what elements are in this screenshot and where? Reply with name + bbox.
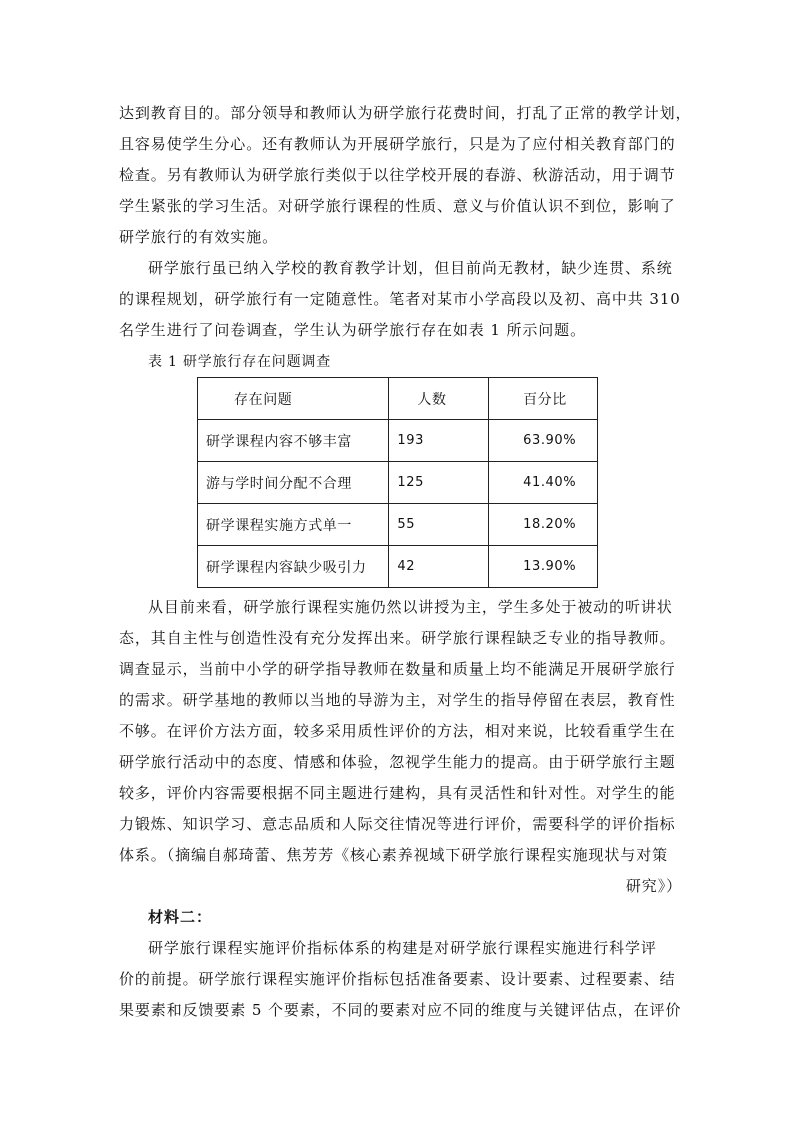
text-line: 检查。另有教师认为研学旅行类似于以往学校开展的春游、秋游活动，用于调节 xyxy=(119,166,676,184)
text-line: 研学旅行虽已纳入学校的教育教学计划，但目前尚无教材，缺少连贯、系统 xyxy=(148,259,673,277)
cell-count: 125 xyxy=(389,462,489,504)
header-problem: 存在问题 xyxy=(198,378,389,420)
table-row xyxy=(198,420,598,462)
cell-percent: 63.90% xyxy=(489,420,598,462)
text-line: 体系。（摘编自郝琦蕾、焦芳芳《核心素养视域下研学旅行课程实施现状与对策 xyxy=(119,846,669,864)
table-header-row xyxy=(198,378,598,420)
cell-count: 42 xyxy=(389,546,489,588)
text-line: 研学旅行活动中的态度、情感和体验，忽视学生能力的提高。由于研学旅行主题 xyxy=(119,753,676,771)
cell-percent: 18.20% xyxy=(489,504,598,546)
text-line: 从目前来看，研学旅行课程实施仍然以讲授为主，学生多处于被动的听讲状 xyxy=(148,598,673,616)
text-line: 学生紧张的学习生活。对研学旅行课程的性质、意义与价值认识不到位，影响了 xyxy=(119,197,676,215)
text-line: 且容易使学生分心。还有教师认为开展研学旅行，只是为了应付相关教育部门的 xyxy=(119,135,676,153)
text-line: 的课程规划，研学旅行有一定随意性。笔者对某市小学高段以及初、高中共 310 xyxy=(119,290,681,308)
material-two-heading: 材料二： xyxy=(148,908,213,926)
source-citation-tail: 研究》） xyxy=(625,877,682,895)
cell-problem: 游与学时间分配不合理 xyxy=(198,462,389,504)
text-line: 果要素和反馈要素 5 个要素，不同的要素对应不同的维度与关键评估点，在评价 xyxy=(119,1001,682,1019)
header-percent: 百分比 xyxy=(489,378,598,420)
table-row xyxy=(198,546,598,588)
table-row xyxy=(198,504,598,546)
cell-count: 55 xyxy=(389,504,489,546)
text-line: 的需求。研学基地的教师以当地的导游为主，对学生的指导停留在表层，教育性 xyxy=(119,691,676,709)
table-row xyxy=(198,462,598,504)
text-line: 不够。在评价方法方面，较多采用质性评价的方法，相对来说，比较看重学生在 xyxy=(119,722,676,740)
text-line: 力锻炼、知识学习、意志品质和人际交往情况等进行评价，需要科学的评价指标 xyxy=(119,815,676,833)
text-line: 态，其自主性与创造性没有充分发挥出来。研学旅行课程缺乏专业的指导教师。 xyxy=(119,629,676,647)
cell-problem: 研学课程内容不够丰富 xyxy=(198,420,389,462)
table-caption: 表 1 研学旅行存在问题调查 xyxy=(148,354,332,370)
cell-percent: 13.90% xyxy=(489,546,598,588)
cell-problem: 研学课程内容缺少吸引力 xyxy=(198,546,389,588)
cell-count: 193 xyxy=(389,420,489,462)
text-line: 研学旅行的有效实施。 xyxy=(119,228,279,246)
cell-percent: 41.40% xyxy=(489,462,598,504)
text-line: 达到教育目的。部分领导和教师认为研学旅行花费时间，打乱了正常的教学计划， xyxy=(119,104,692,122)
survey-table xyxy=(197,377,598,588)
text-line: 较多，评价内容需要根据不同主题进行建构，具有灵活性和针对性。对学生的能 xyxy=(119,784,676,802)
text-line: 研学旅行课程实施评价指标体系的构建是对研学旅行课程实施进行科学评 xyxy=(148,939,657,957)
cell-problem: 研学课程实施方式单一 xyxy=(198,504,389,546)
text-line: 价的前提。研学旅行课程实施评价指标包括准备要素、设计要素、过程要素、结 xyxy=(119,970,676,988)
text-line: 调查显示，当前中小学的研学指导教师在数量和质量上均不能满足开展研学旅行 xyxy=(119,660,676,678)
text-line: 名学生进行了问卷调查，学生认为研学旅行存在如表 1 所示问题。 xyxy=(119,321,586,339)
header-count: 人数 xyxy=(389,378,489,420)
